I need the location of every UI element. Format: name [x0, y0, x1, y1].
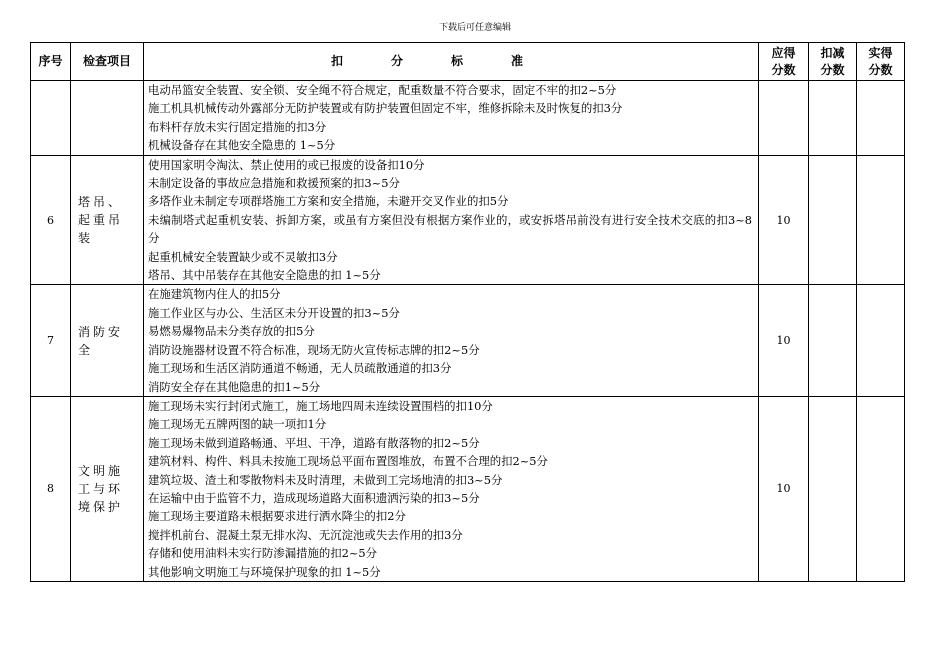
standard-line: 电动吊篮安全装置、安全锁、安全绳不符合规定，配重数量不符合要求，固定不牢的扣2~5分: [148, 83, 617, 97]
row-deduct-score[interactable]: [809, 285, 857, 396]
standard-line: 在运输中由于监管不力，造成现场道路大面积遗洒污染的扣3~5分: [148, 490, 480, 505]
standard-line: 机械设备存在其他安全隐患的 1~5分: [148, 138, 336, 153]
standard-line: 多塔作业未制定专项群塔施工方案和安全措施，未避开交叉作业的扣5分: [148, 194, 509, 209]
row-actual-score[interactable]: [857, 396, 905, 581]
row-item: 塔吊、起重吊装: [71, 155, 144, 285]
standard-line: 未编制塔式起重机安装、拆卸方案，或虽有方案但没有根据方案作业的，或安拆塔吊前没有进行安全技术交底的扣3~8分: [148, 212, 752, 246]
row-standard: [144, 155, 759, 285]
standard-line: 布料杆存放未实行固定措施的扣3分: [148, 119, 327, 134]
row-standard: [144, 81, 759, 156]
standard-line: 建筑材料、构件、料具未按施工现场总平面布置图堆放，布置不合理的扣2~5分: [148, 454, 548, 469]
row-due-score: 10: [759, 155, 809, 285]
standard-line: 施工现场主要道路未根据要求进行洒水降尘的扣2分: [148, 509, 406, 524]
header-seq: 序号: [31, 43, 71, 81]
table-row: [31, 155, 905, 285]
row-item: 文明施工与环境保护: [71, 396, 144, 581]
row-standard: [144, 285, 759, 396]
standard-line: 施工现场无五牌两图的缺一项扣1分: [148, 417, 327, 432]
row-deduct-score[interactable]: [809, 155, 857, 285]
standard-line: 起重机械安全装置缺少或不灵敏扣3分: [148, 249, 338, 264]
row-seq: 6: [31, 155, 71, 285]
standard-line: 使用国家明令淘汰、禁止使用的或已报废的设备扣10分: [148, 157, 425, 172]
row-actual-score[interactable]: [857, 285, 905, 396]
inspection-table: [30, 42, 905, 582]
standard-line: 搅拌机前台、混凝土泵无排水沟、无沉淀池或失去作用的扣3分: [148, 527, 463, 542]
row-due-score: 10: [759, 396, 809, 581]
table-row: [31, 396, 905, 581]
standard-line: 易燃易爆物品未分类存放的扣5分: [148, 324, 315, 339]
standard-line: 建筑垃圾、渣土和零散物料未及时清理，未做到工完场地清的扣3~5分: [148, 472, 503, 487]
header-item: 检查项目: [71, 43, 144, 81]
header-row: [31, 43, 905, 81]
standard-line: 施工机具机械传动外露部分无防护装置或有防护装置但固定不牢，维修拆除未及时恢复的扣3分: [148, 101, 623, 116]
standard-line: 施工现场未实行封闭式施工，施工场地四周未连续设置围档的扣10分: [148, 398, 493, 413]
header-deduct-score: 扣减 分数: [809, 43, 857, 81]
standard-line: 消防设施器材设置不符合标准，现场无防火宣传标志牌的扣2~5分: [148, 342, 480, 357]
standard-line: 施工现场和生活区消防通道不畅通，无人员疏散通道的扣3分: [148, 361, 452, 376]
table-row: [31, 285, 905, 396]
row-seq: 8: [31, 396, 71, 581]
header-standard: 扣分标准: [144, 43, 759, 81]
row-seq: [31, 81, 71, 156]
row-due-score: [759, 81, 809, 156]
standard-line: 施工作业区与办公、生活区未分开设置的扣3~5分: [148, 305, 400, 320]
row-deduct-score[interactable]: [809, 396, 857, 581]
row-deduct-score[interactable]: [809, 81, 857, 156]
standard-line: 在施建筑物内住人的扣5分: [148, 287, 281, 302]
header-actual-score: 实得 分数: [857, 43, 905, 81]
table-row: [31, 81, 905, 156]
header-due-score: 应得 分数: [759, 43, 809, 81]
standard-line: 施工现场未做到道路畅通、平坦、干净，道路有散落物的扣2~5分: [148, 435, 480, 450]
page-note: 下载后可任意编辑: [438, 23, 511, 33]
standard-line: 存储和使用油料未实行防渗漏措施的扣2~5分: [148, 546, 378, 561]
row-actual-score[interactable]: [857, 155, 905, 285]
row-item: [71, 81, 144, 156]
standard-line: 塔吊、其中吊装存在其他安全隐患的扣 1~5分: [148, 268, 381, 283]
row-actual-score[interactable]: [857, 81, 905, 156]
standard-line: 未制定设备的事故应急措施和救援预案的扣3~5分: [148, 176, 400, 191]
row-item: 消防安全: [71, 285, 144, 396]
standard-line: 消防安全存在其他隐患的扣1~5分: [148, 379, 321, 394]
row-seq: 7: [31, 285, 71, 396]
row-standard: [144, 396, 759, 581]
standard-line: 其他影响文明施工与环境保护现象的扣 1~5分: [148, 564, 381, 579]
row-due-score: 10: [759, 285, 809, 396]
